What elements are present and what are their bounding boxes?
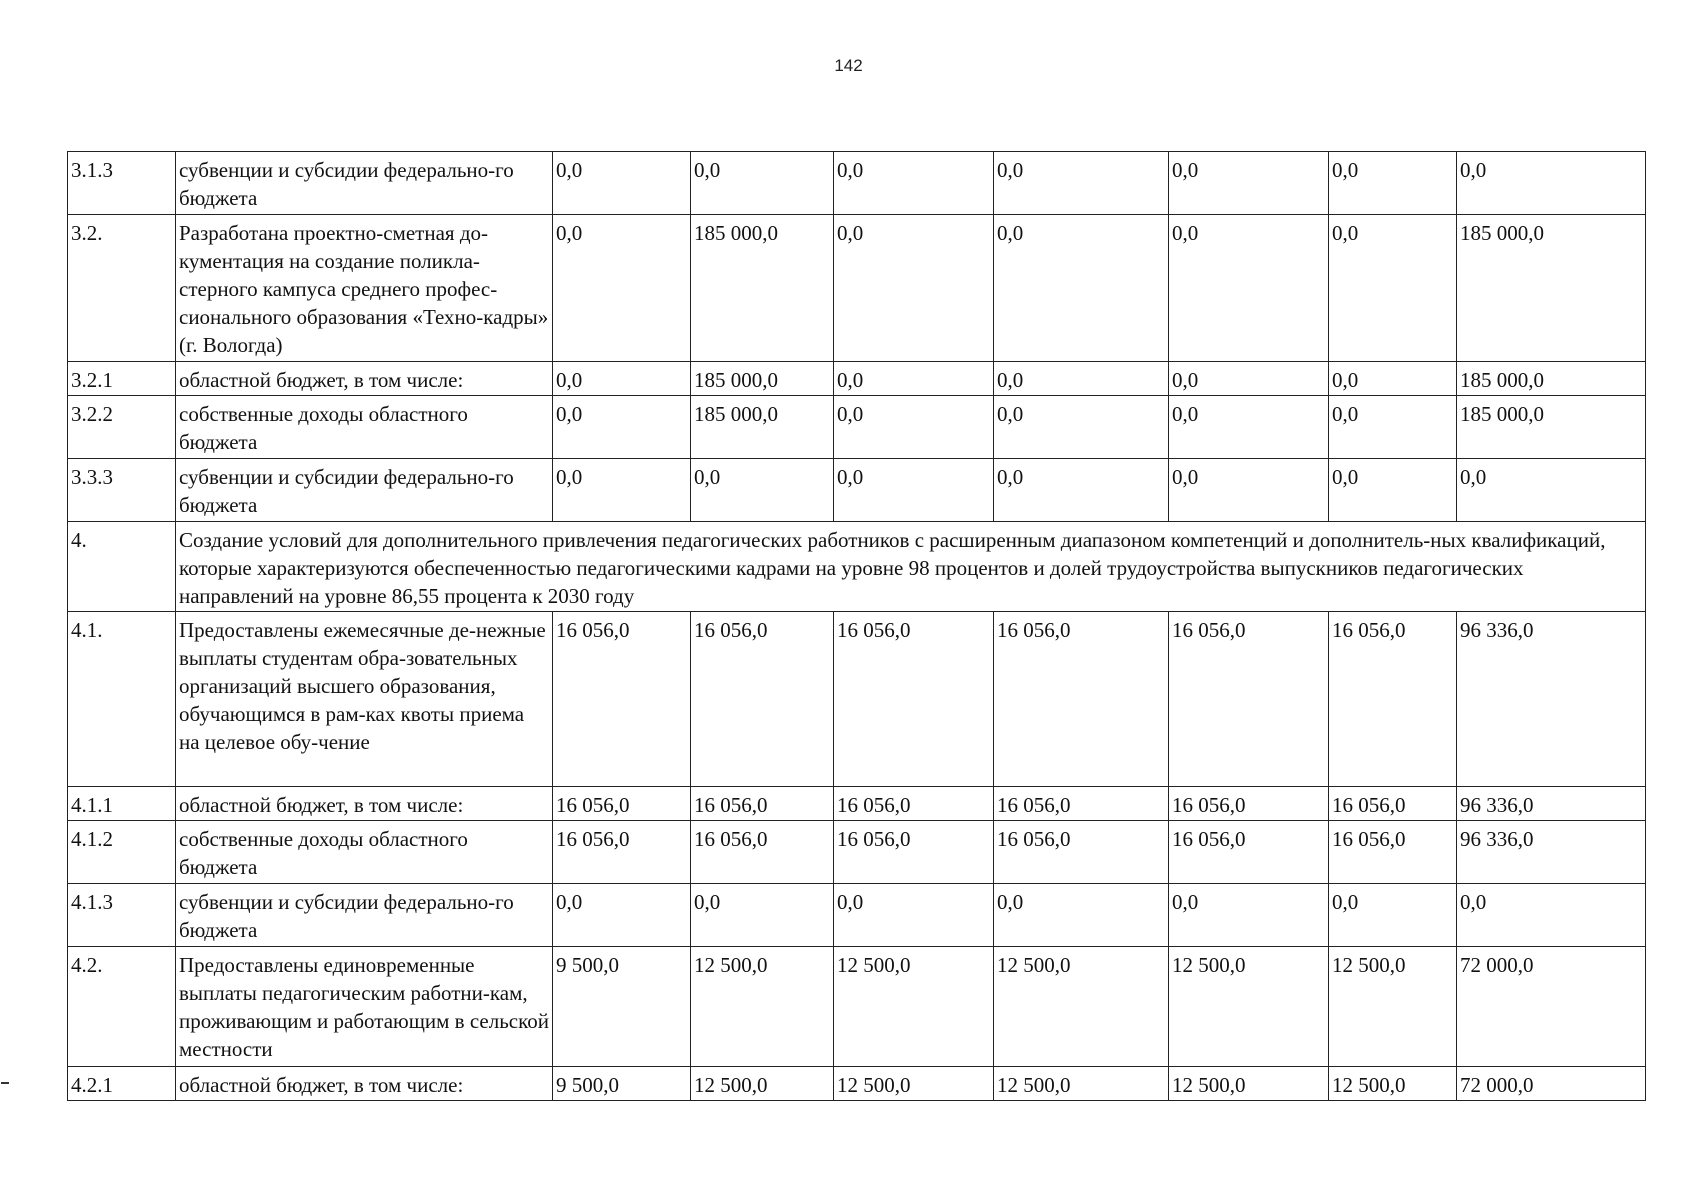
value-cell: 0,0 [834, 884, 994, 947]
value-cell: 0,0 [691, 152, 834, 215]
table-body [68, 152, 1646, 1101]
row-number-cell: 4.2.1 [68, 1067, 176, 1101]
value-cell: 0,0 [994, 884, 1169, 947]
value-cell: 0,0 [1329, 362, 1457, 396]
row-description-cell: субвенции и субсидии федерально-го бюджета [176, 884, 553, 947]
table-row [68, 612, 1646, 787]
value-cell: 16 056,0 [1169, 612, 1329, 787]
value-cell: 16 056,0 [691, 787, 834, 821]
value-cell: 0,0 [1169, 459, 1329, 522]
value-cell: 16 056,0 [553, 612, 691, 787]
value-cell: 12 500,0 [691, 947, 834, 1067]
value-cell: 0,0 [553, 459, 691, 522]
value-cell: 185 000,0 [1457, 396, 1646, 459]
value-cell: 0,0 [1329, 152, 1457, 215]
table-row [68, 459, 1646, 522]
value-cell: 0,0 [553, 884, 691, 947]
value-cell: 9 500,0 [553, 947, 691, 1067]
value-cell: 185 000,0 [691, 396, 834, 459]
table-row [68, 1067, 1646, 1101]
value-cell: 0,0 [1457, 459, 1646, 522]
value-cell: 0,0 [834, 459, 994, 522]
row-description-cell: Предоставлены единовременные выплаты педагогическим работни-кам, проживающим и работающим в сельской местности [176, 947, 553, 1067]
row-number-cell: 4. [68, 522, 176, 612]
value-cell: 12 500,0 [1329, 1067, 1457, 1101]
table-row [68, 947, 1646, 1067]
value-cell: 16 056,0 [1169, 787, 1329, 821]
value-cell: 0,0 [1169, 362, 1329, 396]
value-cell: 16 056,0 [1169, 821, 1329, 884]
value-cell: 0,0 [1169, 884, 1329, 947]
value-cell: 0,0 [834, 362, 994, 396]
value-cell: 12 500,0 [1169, 947, 1329, 1067]
margin-dash-mark [1, 1082, 9, 1084]
value-cell: 0,0 [691, 459, 834, 522]
table-row [68, 396, 1646, 459]
row-number-cell: 4.1. [68, 612, 176, 787]
value-cell: 16 056,0 [834, 612, 994, 787]
value-cell: 12 500,0 [691, 1067, 834, 1101]
value-cell: 0,0 [1169, 152, 1329, 215]
value-cell: 12 500,0 [1169, 1067, 1329, 1101]
value-cell: 0,0 [553, 215, 691, 362]
value-cell: 16 056,0 [834, 821, 994, 884]
value-cell: 96 336,0 [1457, 787, 1646, 821]
value-cell: 185 000,0 [691, 215, 834, 362]
value-cell: 185 000,0 [691, 362, 834, 396]
row-number-cell: 4.1.3 [68, 884, 176, 947]
row-description-cell: субвенции и субсидии федерально-го бюджета [176, 459, 553, 522]
value-cell: 0,0 [1457, 884, 1646, 947]
value-cell: 72 000,0 [1457, 1067, 1646, 1101]
value-cell: 16 056,0 [994, 612, 1169, 787]
value-cell: 16 056,0 [691, 612, 834, 787]
value-cell: 16 056,0 [553, 821, 691, 884]
value-cell: 0,0 [691, 884, 834, 947]
value-cell: 0,0 [1457, 152, 1646, 215]
value-cell: 0,0 [994, 362, 1169, 396]
value-cell: 16 056,0 [994, 821, 1169, 884]
value-cell: 0,0 [834, 215, 994, 362]
table-row [68, 884, 1646, 947]
value-cell: 0,0 [1169, 215, 1329, 362]
row-description-cell: собственные доходы областного бюджета [176, 396, 553, 459]
table-row [68, 215, 1646, 362]
row-description-cell: субвенции и субсидии федерально-го бюджета [176, 152, 553, 215]
table-row [68, 362, 1646, 396]
table-row [68, 821, 1646, 884]
value-cell: 12 500,0 [994, 947, 1169, 1067]
value-cell: 16 056,0 [691, 821, 834, 884]
value-cell: 0,0 [1329, 459, 1457, 522]
value-cell: 0,0 [553, 362, 691, 396]
value-cell: 0,0 [994, 459, 1169, 522]
row-number-cell: 3.1.3 [68, 152, 176, 215]
value-cell: 0,0 [994, 215, 1169, 362]
value-cell: 12 500,0 [834, 947, 994, 1067]
value-cell: 0,0 [834, 396, 994, 459]
row-description-cell: областной бюджет, в том числе: [176, 1067, 553, 1101]
value-cell: 96 336,0 [1457, 821, 1646, 884]
row-description-cell: собственные доходы областного бюджета [176, 821, 553, 884]
value-cell: 185 000,0 [1457, 362, 1646, 396]
value-cell: 0,0 [553, 396, 691, 459]
row-description-cell: Создание условий для дополнительного привлечения педагогических работников с расширенным диапазоном компетенций и дополнитель-ных квалификаций, которые характеризуются обеспеченностью педагогическими кадрами на уровне 98 процентов и долей трудоустройства выпускников педагогических направлений на уровне 86,55 процента к 2030 году [176, 522, 1646, 612]
table-row [68, 152, 1646, 215]
row-number-cell: 4.1.1 [68, 787, 176, 821]
row-number-cell: 3.3.3 [68, 459, 176, 522]
row-number-cell: 3.2. [68, 215, 176, 362]
value-cell: 12 500,0 [1329, 947, 1457, 1067]
value-cell: 16 056,0 [1329, 821, 1457, 884]
row-number-cell: 3.2.2 [68, 396, 176, 459]
row-number-cell: 3.2.1 [68, 362, 176, 396]
value-cell: 96 336,0 [1457, 612, 1646, 787]
value-cell: 0,0 [834, 152, 994, 215]
value-cell: 0,0 [1329, 396, 1457, 459]
value-cell: 0,0 [1169, 396, 1329, 459]
value-cell: 16 056,0 [553, 787, 691, 821]
value-cell: 16 056,0 [994, 787, 1169, 821]
row-description-cell: областной бюджет, в том числе: [176, 362, 553, 396]
value-cell: 0,0 [1329, 884, 1457, 947]
value-cell: 0,0 [994, 152, 1169, 215]
value-cell: 16 056,0 [1329, 787, 1457, 821]
row-description-cell: областной бюджет, в том числе: [176, 787, 553, 821]
table-row [68, 522, 1646, 612]
value-cell: 0,0 [1329, 215, 1457, 362]
value-cell: 16 056,0 [1329, 612, 1457, 787]
row-description-cell: Предоставлены ежемесячные де-нежные выплаты студентам обра-зовательных организаций высшего образования, обучающимся в рам-ках квоты приема на целевое обу-чение [176, 612, 553, 787]
value-cell: 9 500,0 [553, 1067, 691, 1101]
value-cell: 16 056,0 [834, 787, 994, 821]
row-number-cell: 4.1.2 [68, 821, 176, 884]
value-cell: 72 000,0 [1457, 947, 1646, 1067]
row-number-cell: 4.2. [68, 947, 176, 1067]
value-cell: 12 500,0 [834, 1067, 994, 1101]
page-number: 142 [834, 56, 863, 75]
value-cell: 185 000,0 [1457, 215, 1646, 362]
value-cell: 0,0 [553, 152, 691, 215]
row-description-cell: Разработана проектно-сметная до-кументация на создание поликла-стерного кампуса среднего профес-сионального образования «Техно-кадры» (г. Вологда) [176, 215, 553, 362]
value-cell: 0,0 [994, 396, 1169, 459]
table-row [68, 787, 1646, 821]
budget-table [67, 151, 1646, 1101]
value-cell: 12 500,0 [994, 1067, 1169, 1101]
